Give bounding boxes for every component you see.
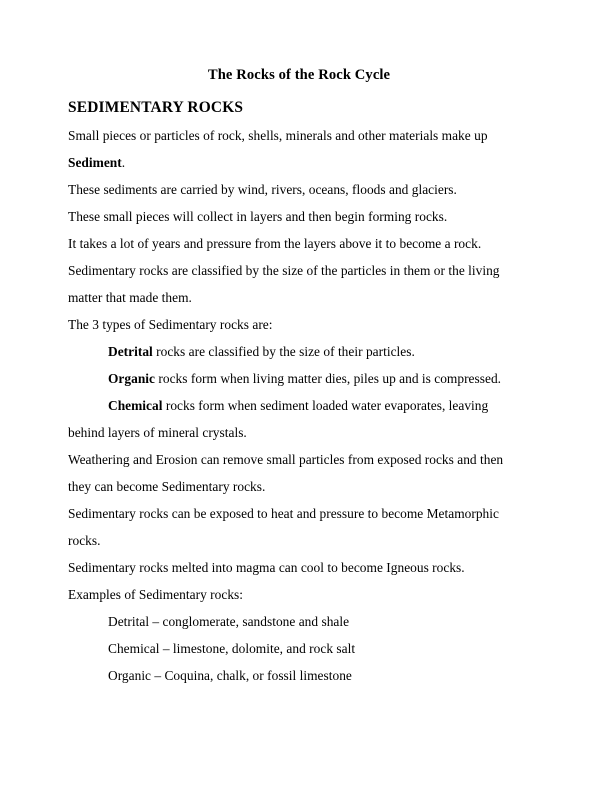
example-item-text: Organic – Coquina, chalk, or fossil limestone xyxy=(108,668,352,683)
example-item-chemical xyxy=(68,635,530,662)
section-heading-sedimentary-rocks: SEDIMENTARY ROCKS xyxy=(68,99,244,116)
bold-term-detrital: Detrital xyxy=(108,344,153,359)
bold-term-organic: Organic xyxy=(108,371,156,386)
bold-term-sediment: Sediment xyxy=(68,155,122,170)
paragraph-text: they can become Sedimentary rocks. xyxy=(68,479,266,494)
example-item-text: Detrital – conglomerate, sandstone and shale xyxy=(108,614,350,629)
list-item-detrital xyxy=(68,338,530,365)
paragraph-line xyxy=(68,149,530,176)
paragraph-text: These small pieces will collect in layers and then begin forming rocks. xyxy=(68,209,448,224)
paragraph-text: The 3 types of Sedimentary rocks are: xyxy=(68,317,273,332)
paragraph-text: These sediments are carried by wind, rivers, oceans, floods and glaciers. xyxy=(68,182,457,197)
paragraph-text: matter that made them. xyxy=(68,290,192,305)
paragraph-text: It takes a lot of years and pressure from the layers above it to become a rock. xyxy=(68,236,482,251)
paragraph-line xyxy=(68,257,530,284)
paragraph-line xyxy=(68,203,530,230)
example-item-detrital xyxy=(68,608,530,635)
paragraph-line xyxy=(68,230,530,257)
example-item-organic xyxy=(68,662,530,689)
paragraph-line xyxy=(68,581,530,608)
paragraph-text: Sedimentary rocks can be exposed to heat and pressure to become Metamorphic xyxy=(68,506,499,521)
paragraph-line xyxy=(68,500,530,527)
list-item-chemical xyxy=(68,392,530,419)
paragraph-line xyxy=(68,554,530,581)
paragraph-line xyxy=(68,527,530,554)
paragraph-text: Sedimentary rocks melted into magma can cool to become Igneous rocks. xyxy=(68,560,465,575)
list-item-text: rocks are classified by the size of their particles. xyxy=(152,344,415,359)
page-title: The Rocks of the Rock Cycle xyxy=(207,67,391,83)
list-item-organic xyxy=(68,365,530,392)
list-item-text: rocks form when living matter dies, piles up and is compressed. xyxy=(155,371,502,386)
example-item-text: Chemical – limestone, dolomite, and rock salt xyxy=(108,641,356,656)
paragraph-text: . xyxy=(121,155,126,170)
paragraph-line xyxy=(68,122,530,149)
paragraph-line xyxy=(68,311,530,338)
list-item-text: rocks form when sediment loaded water evaporates, leaving xyxy=(162,398,489,413)
paragraph-line xyxy=(68,473,530,500)
paragraph-line xyxy=(68,419,530,446)
paragraph-text: Examples of Sedimentary rocks: xyxy=(68,587,244,602)
paragraph-line xyxy=(68,446,530,473)
paragraph-text: Sedimentary rocks are classified by the size of the particles in them or the living xyxy=(68,263,500,278)
paragraph-text: Small pieces or particles of rock, shells, minerals and other materials make up xyxy=(68,128,488,143)
paragraph-text: rocks. xyxy=(68,533,101,548)
paragraph-line xyxy=(68,284,530,311)
paragraph-line xyxy=(68,176,530,203)
bold-term-chemical: Chemical xyxy=(108,398,163,413)
document-body xyxy=(68,62,530,689)
paragraph-text: Weathering and Erosion can remove small particles from exposed rocks and then xyxy=(68,452,504,467)
paragraph-text: behind layers of mineral crystals. xyxy=(68,425,247,440)
